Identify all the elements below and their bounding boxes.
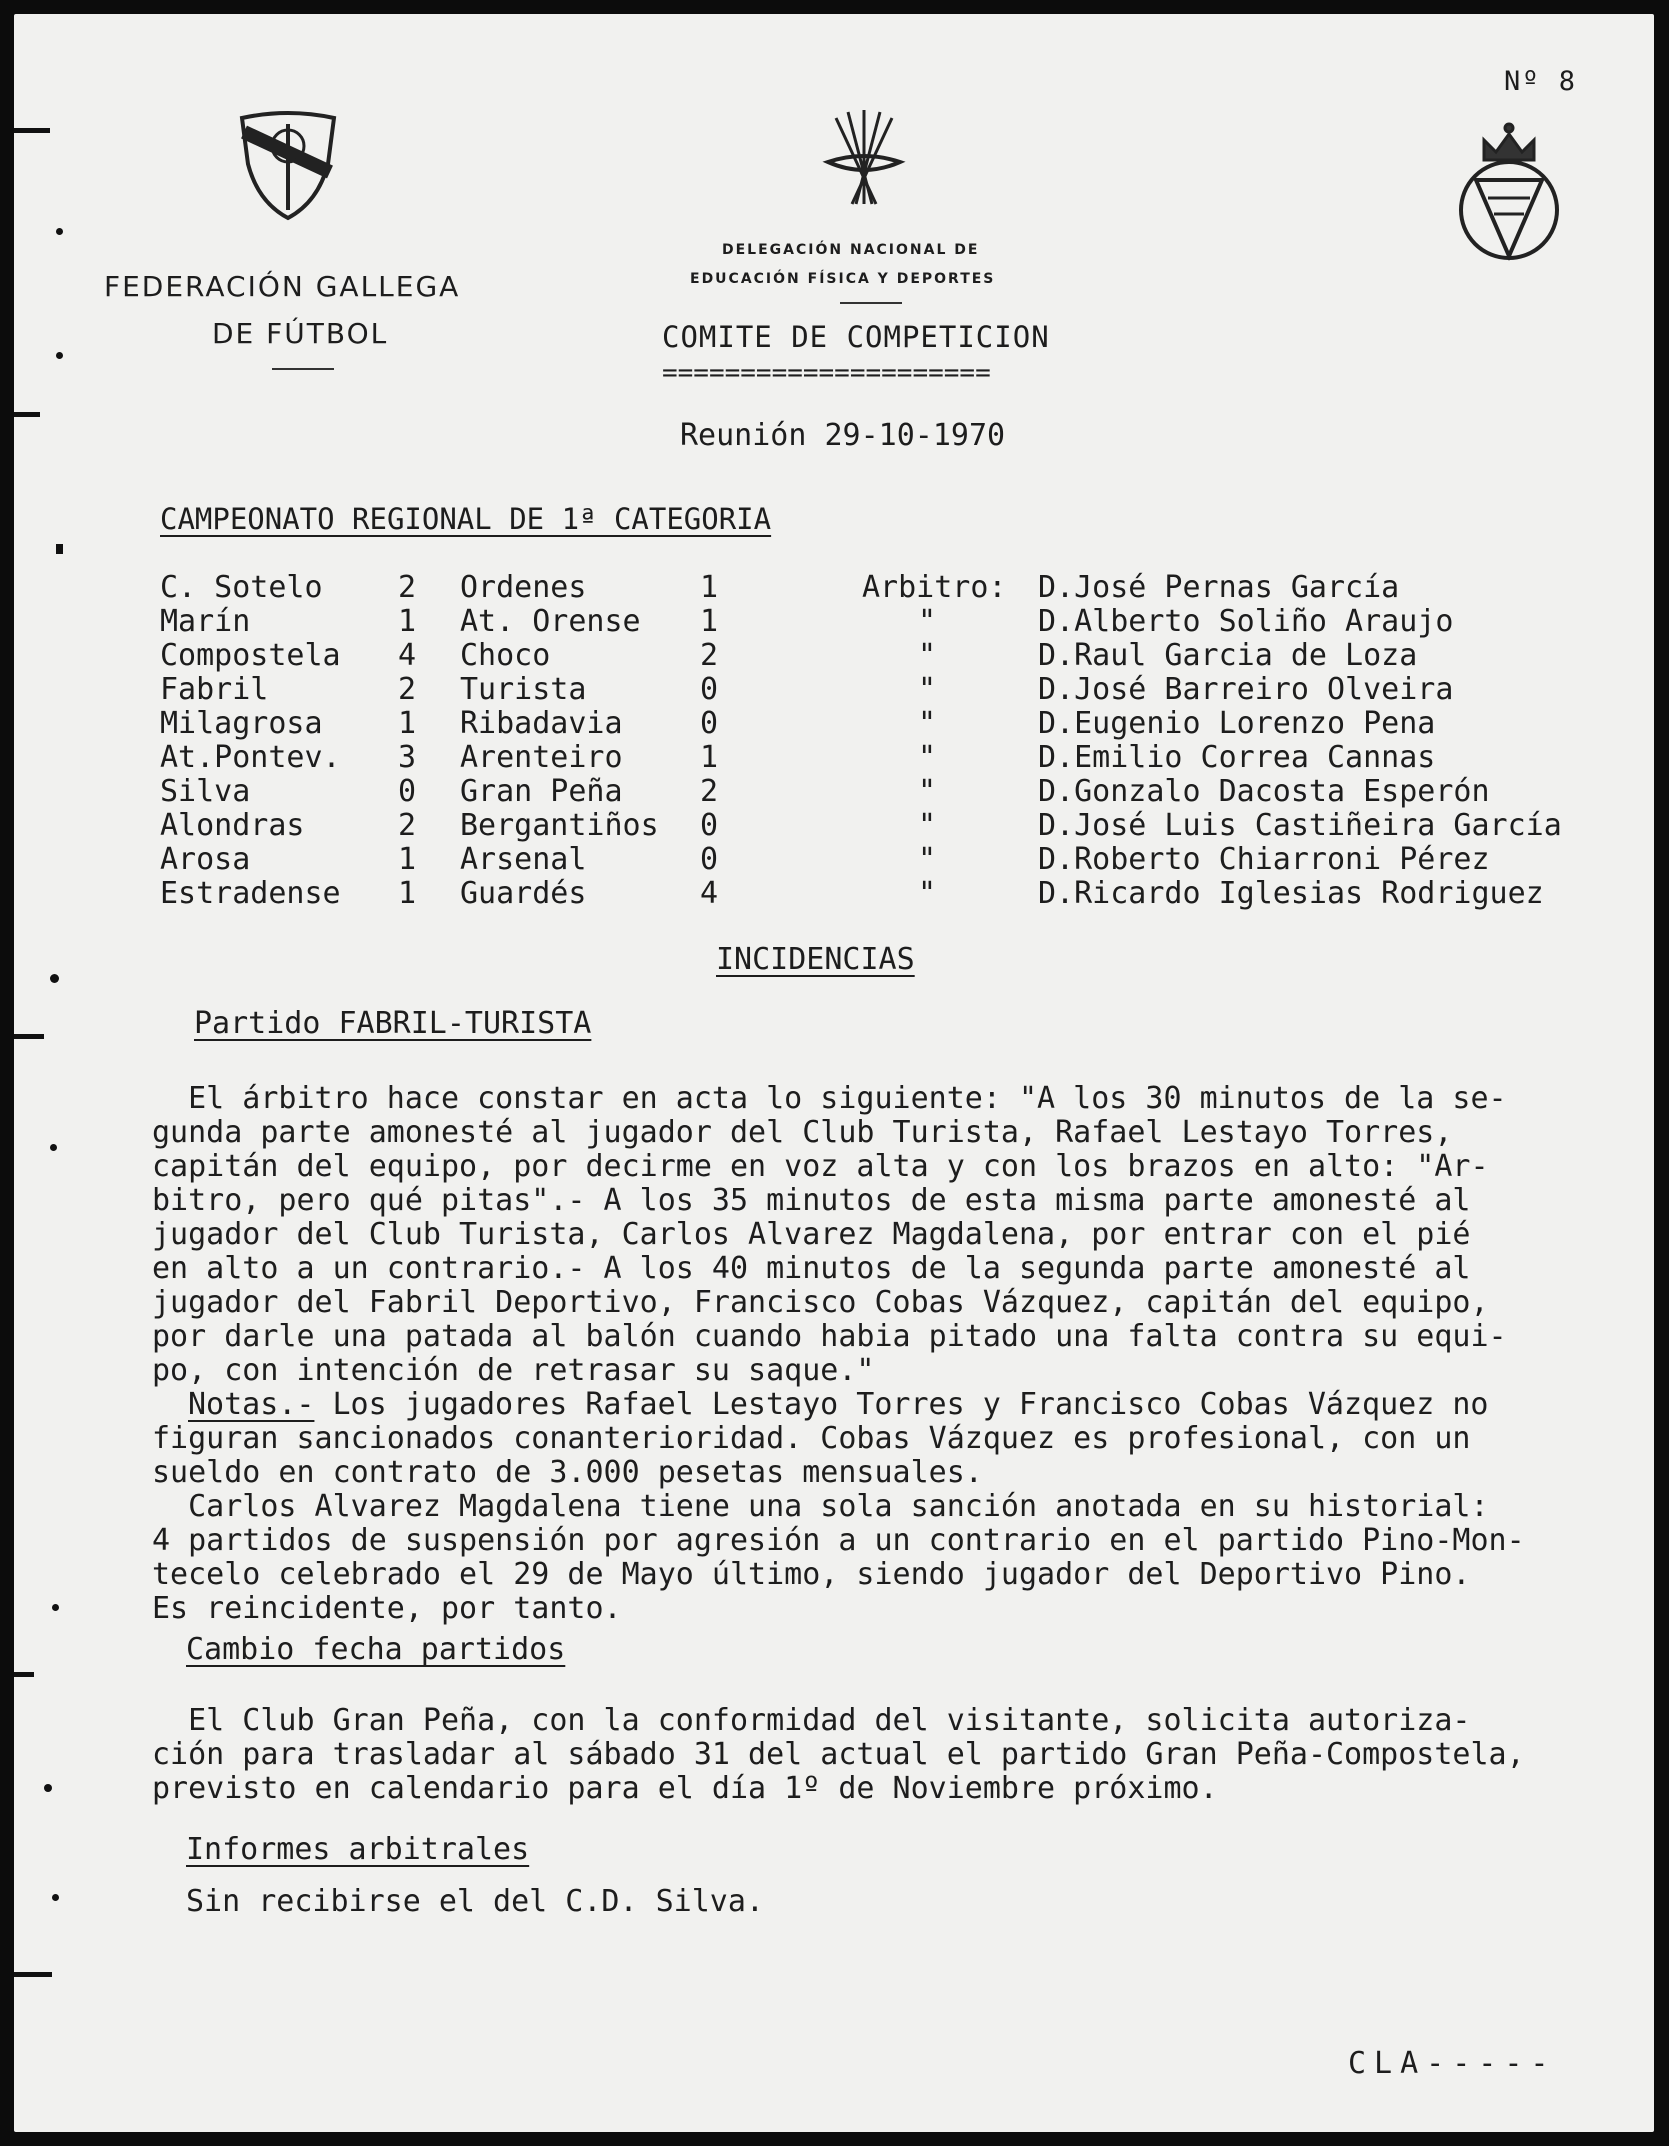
partido-report <box>152 1082 1652 1626</box>
table-row <box>14 842 1654 876</box>
yoke-arrows-emblem <box>822 106 906 210</box>
table-row <box>14 876 1654 910</box>
informes-text: Sin recibirse el del C.D. Silva. <box>186 1884 764 1919</box>
away-team: Ribadavia <box>460 706 623 741</box>
binder-mark <box>44 1784 52 1792</box>
home-team: Milagrosa <box>160 706 323 741</box>
binder-mark <box>56 352 63 359</box>
home-team: Arosa <box>160 842 251 877</box>
report-line: capitán del equipo, por decirme en voz alta y con los brazos en alto: "Ar- <box>152 1149 1489 1184</box>
table-row <box>14 638 1654 672</box>
away-score: 1 <box>700 740 719 775</box>
referee-name: D.José Pernas García <box>1038 570 1400 605</box>
binder-mark <box>14 1672 34 1677</box>
home-score: 1 <box>398 876 417 911</box>
report-line: gunda parte amonesté al jugador del Club Turista, Rafael Lestayo Torres, <box>152 1115 1453 1150</box>
home-score: 2 <box>398 672 417 707</box>
ditto-mark: " <box>918 604 937 639</box>
referee-name: D.Gonzalo Dacosta Esperón <box>1038 774 1490 809</box>
report-line: en alto a un contrario.- A los 40 minutos de la segunda parte amonesté al <box>152 1251 1471 1286</box>
away-score: 4 <box>700 876 719 911</box>
ditto-mark: " <box>918 808 937 843</box>
home-score: 3 <box>398 740 417 775</box>
away-score: 0 <box>700 706 719 741</box>
home-score: 1 <box>398 842 417 877</box>
table-row <box>14 808 1654 842</box>
away-score: 2 <box>700 638 719 673</box>
away-score: 0 <box>700 842 719 877</box>
committee-double-underline: ===================== <box>662 358 991 388</box>
delegation-line-2: EDUCACIÓN FÍSICA Y DEPORTES <box>690 271 996 287</box>
home-team: Fabril <box>160 672 269 707</box>
away-score: 0 <box>700 672 719 707</box>
ditto-mark: " <box>918 706 937 741</box>
home-score: 2 <box>398 570 417 605</box>
away-score: 2 <box>700 774 719 809</box>
notes-line: 4 partidos de suspensión por agresión a un contrario en el partido Pino-Mon- <box>152 1523 1525 1558</box>
away-team: At. Orense <box>460 604 641 639</box>
referee-label: Arbitro: <box>862 570 1007 605</box>
notes-label: Notas.- <box>188 1387 315 1422</box>
referee-name: D.Raul Garcia de Loza <box>1038 638 1418 673</box>
home-score: 0 <box>398 774 417 809</box>
away-team: Arsenal <box>460 842 587 877</box>
away-team: Gran Peña <box>460 774 623 809</box>
report-line: El árbitro hace constar en acta lo siguiente: "A los 30 minutos de la se- <box>152 1081 1507 1116</box>
home-team: C. Sotelo <box>160 570 323 605</box>
binder-mark <box>50 974 59 983</box>
table-row <box>14 570 1654 604</box>
binder-mark <box>56 228 63 235</box>
table-row <box>14 672 1654 706</box>
report-line: por darle una patada al balón cuando habia pitado una falta contra su equi- <box>152 1319 1507 1354</box>
away-team: Turista <box>460 672 587 707</box>
away-team: Choco <box>460 638 551 673</box>
ditto-mark: " <box>918 774 937 809</box>
home-team: Estradense <box>160 876 341 911</box>
report-line: bitro, pero qué pitas".- A los 35 minutos de esta misma parte amonesté al <box>152 1183 1471 1218</box>
document-number: Nº 8 <box>1504 66 1578 97</box>
committee-title: COMITE DE COMPETICION <box>662 320 1050 354</box>
away-team: Arenteiro <box>460 740 623 775</box>
table-row <box>14 774 1654 808</box>
away-score: 1 <box>700 570 719 605</box>
section-title-informes: Informes arbitrales <box>186 1832 530 1867</box>
binder-mark <box>52 1894 59 1901</box>
away-score: 1 <box>700 604 719 639</box>
ditto-mark: " <box>918 638 937 673</box>
away-score: 0 <box>700 808 719 843</box>
binder-mark <box>14 1034 44 1039</box>
binder-mark <box>52 1604 59 1611</box>
notes-line: Es reincidente, por tanto. <box>152 1591 622 1626</box>
referee-name: D.Alberto Soliño Araujo <box>1038 604 1454 639</box>
ditto-mark: " <box>918 672 937 707</box>
table-row <box>14 604 1654 638</box>
meeting-date: Reunión 29-10-1970 <box>680 418 1006 453</box>
ditto-mark: " <box>918 740 937 775</box>
report-line: jugador del Club Turista, Carlos Alvarez Magdalena, por entrar con el pié <box>152 1217 1471 1252</box>
championship-title: CAMPEONATO REGIONAL DE 1ª CATEGORIA <box>160 502 772 536</box>
table-row <box>14 706 1654 740</box>
incidencias-heading: INCIDENCIAS <box>716 942 915 977</box>
referee-name: D.Eugenio Lorenzo Pena <box>1038 706 1436 741</box>
home-team: Compostela <box>160 638 341 673</box>
footer-code: CLA----- <box>1348 2046 1557 2081</box>
home-team: At.Pontev. <box>160 740 341 775</box>
notes-line: figuran sancionados conanterioridad. Cobas Vázquez es profesional, con un <box>152 1421 1471 1456</box>
away-team: Guardés <box>460 876 587 911</box>
ditto-mark: " <box>918 842 937 877</box>
home-score: 1 <box>398 604 417 639</box>
referee-name: D.José Barreiro Olveira <box>1038 672 1454 707</box>
notes-line: sueldo en contrato de 3.000 pesetas mensuales. <box>152 1455 983 1490</box>
notes-line: tecelo celebrado el 29 de Mayo último, siendo jugador del Deportivo Pino. <box>152 1557 1471 1592</box>
federation-name: FEDERACIÓN GALLEGA <box>104 270 461 303</box>
binder-mark <box>14 128 50 133</box>
referee-name: D.Ricardo Iglesias Rodriguez <box>1038 876 1544 911</box>
notes-first-line <box>152 1388 1652 1422</box>
federation-rule <box>272 368 334 370</box>
home-team: Alondras <box>160 808 305 843</box>
federation-shield-logo <box>236 110 340 222</box>
away-team: Ordenes <box>460 570 587 605</box>
section-title-partido: Partido FABRIL-TURISTA <box>194 1006 592 1041</box>
section-title-cambio: Cambio fecha partidos <box>186 1632 566 1667</box>
home-score: 2 <box>398 808 417 843</box>
notes-text: Los jugadores Rafael Lestayo Torres y Francisco Cobas Vázquez no <box>314 1387 1489 1422</box>
cambio-text <box>152 1704 1652 1806</box>
away-team: Bergantiños <box>460 808 659 843</box>
binder-mark <box>50 1144 57 1151</box>
cambio-line: El Club Gran Peña, con la conformidad del visitante, solicita autoriza- <box>152 1703 1471 1738</box>
delegation-rule <box>840 302 902 304</box>
referee-name: D.José Luis Castiñeira García <box>1038 808 1562 843</box>
binder-mark <box>14 1972 52 1977</box>
referee-name: D.Roberto Chiarroni Pérez <box>1038 842 1490 877</box>
crowned-shield-emblem <box>1454 118 1564 268</box>
federation-subtitle: DE FÚTBOL <box>212 317 389 350</box>
home-score: 4 <box>398 638 417 673</box>
table-row <box>14 740 1654 774</box>
referee-name: D.Emilio Correa Cannas <box>1038 740 1436 775</box>
cambio-line: ción para trasladar al sábado 31 del actual el partido Gran Peña-Compostela, <box>152 1737 1525 1772</box>
home-score: 1 <box>398 706 417 741</box>
binder-mark <box>14 412 40 417</box>
document-page <box>14 14 1654 2132</box>
delegation-line-1: DELEGACIÓN NACIONAL DE <box>722 242 980 258</box>
home-team: Silva <box>160 774 251 809</box>
report-line: jugador del Fabril Deportivo, Francisco Cobas Vázquez, capitán del equipo, <box>152 1285 1489 1320</box>
ditto-mark: " <box>918 876 937 911</box>
home-team: Marín <box>160 604 251 639</box>
notes-line: Carlos Alvarez Magdalena tiene una sola sanción anotada en su historial: <box>152 1489 1489 1524</box>
report-line: po, con intención de retrasar su saque." <box>152 1353 875 1388</box>
binder-mark <box>56 544 63 554</box>
cambio-line: previsto en calendario para el día 1º de Noviembre próximo. <box>152 1771 1218 1806</box>
